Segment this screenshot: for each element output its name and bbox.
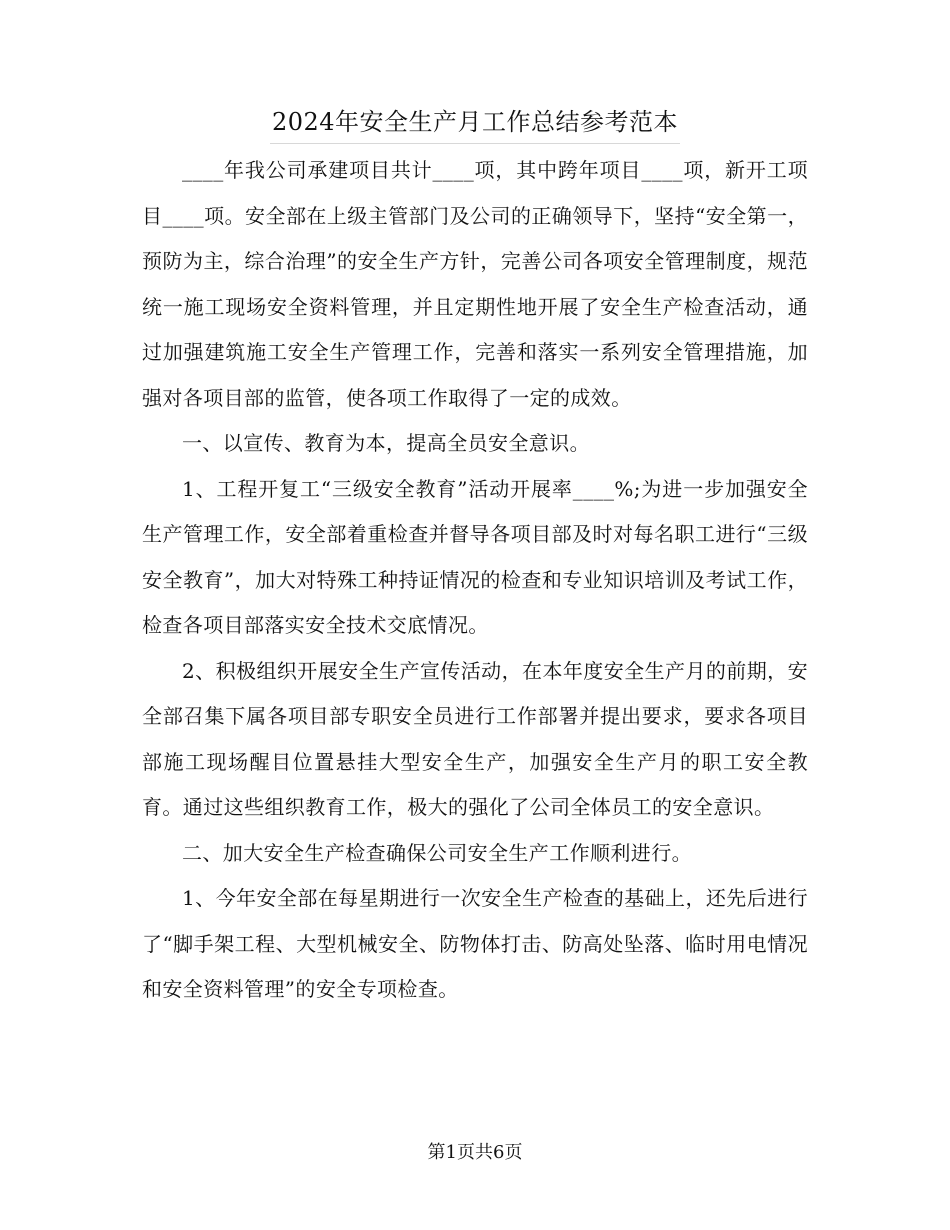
document-body: [142, 148, 808, 1013]
document-title: 2024年安全生产月工作总结参考范本: [271, 108, 679, 136]
paragraph-1-2: 2、积极组织开展安全生产宣传活动，在本年度安全生产月的前期，安全部召集下属各项目部专职安全员进行工作部署并提出要求，要求各项目部施工现场醒目位置悬挂大型安全生产，加强安全生产月的职工安全教育。通过这些组织教育工作，极大的强化了公司全体员工的安全意识。: [142, 658, 808, 819]
section-heading-1: 一、以宣传、教育为本，提高全员安全意识。: [182, 431, 590, 455]
title-divider: [270, 143, 680, 144]
paragraph-1-1: 1、工程开复工“三级安全教育”活动开展率____%;为进一步加强安全生产管理工作，安全部着重检查并督导各项目部及时对每名职工进行“三级安全教育”，加大对特殊工种持证情况的检查和专业知识培训及考试工作，检查各项目部落实安全技术交底情况。: [142, 476, 808, 637]
page-number-footer: 第1页共6页: [427, 1142, 523, 1163]
paragraph-intro: ____年我公司承建项目共计____项，其中跨年项目____项，新开工项目____项。安全部在上级主管部门及公司的正确领导下，坚持“安全第一，预防为主，综合治理”的安全生产方针，完善公司各项安全管理制度，规范统一施工现场安全资料管理，并且定期性地开展了安全生产检查活动，通过加强建筑施工安全生产管理工作，完善和落实一系列安全管理措施，加强对各项目部的监管，使各项工作取得了一定的成效。: [142, 158, 808, 410]
paragraph-2-1: 1、今年安全部在每星期进行一次安全生产检查的基础上，还先后进行了“脚手架工程、大型机械安全、防物体打击、防高处坠落、临时用电情况和安全资料管理”的安全专项检查。: [142, 886, 808, 1001]
section-heading-2: 二、加大安全生产检查确保公司安全生产工作顺利进行。: [182, 840, 692, 865]
